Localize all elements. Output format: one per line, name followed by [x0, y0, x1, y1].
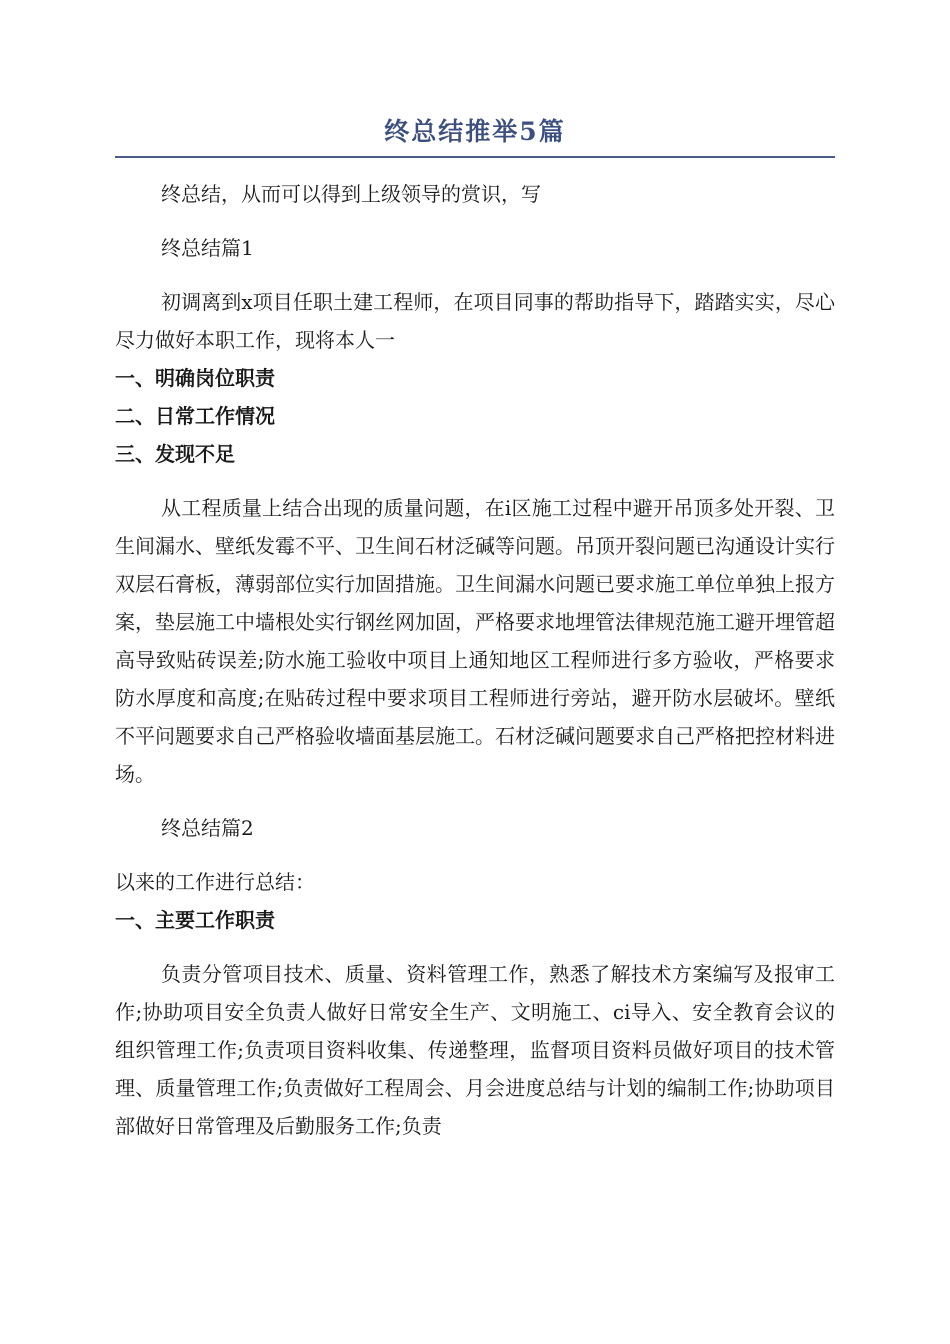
document-title: 终总结推举5篇 — [384, 117, 566, 146]
heading-main-duties: 一、主要工作职责 — [115, 908, 275, 932]
heading-responsibilities: 一、明确岗位职责 — [115, 366, 275, 390]
document-body — [115, 175, 835, 1145]
section-2-label: 终总结篇2 — [161, 816, 254, 840]
title-block — [115, 112, 835, 158]
paragraph-1: 初调离到x项目任职土建工程师，在项目同事的帮助指导下，踏踏实实，尽心尽力做好本职工作，现将本人一 — [115, 290, 835, 352]
heading-daily-work: 二、日常工作情况 — [115, 404, 275, 428]
paragraph-4: 负责分管项目技术、质量、资料管理工作，熟悉了解技术方案编写及报审工作;协助项目安全负责人做好日常安全生产、文明施工、ci导入、安全教育会议的组织管理工作;负责项目资料收集、传递整理，监督项目资料员做好项目的技术管理、质量管理工作;负责做好工程周会、月会进度总结与计划的编制工作;协助项目部做好日常管理及后勤服务工作;负责 — [115, 962, 835, 1138]
section-1-label: 终总结篇1 — [161, 236, 254, 260]
heading-shortcomings: 三、发现不足 — [115, 442, 235, 466]
paragraph-2: 从工程质量上结合出现的质量问题，在i区施工过程中避开吊顶多处开裂、卫生间漏水、壁纸发霉不平、卫生间石材泛碱等问题。吊顶开裂问题已沟通设计实行双层石膏板，薄弱部位实行加固措施。卫生间漏水问题已要求施工单位单独上报方案，垫层施工中墙根处实行钢丝网加固，严格要求地埋管法律规范施工避开埋管超高导致贴砖误差;防水施工验收中项目上通知地区工程师进行多方验收，严格要求防水厚度和高度;在贴砖过程中要求项目工程师进行旁站，避开防水层破坏。壁纸不平问题要求自己严格验收墙面基层施工。石材泛碱问题要求自己严格把控材料进场。 — [115, 496, 835, 786]
intro-paragraph: 终总结，从而可以得到上级领导的赏识，写 — [161, 182, 541, 206]
paragraph-3: 以来的工作进行总结： — [115, 870, 315, 894]
